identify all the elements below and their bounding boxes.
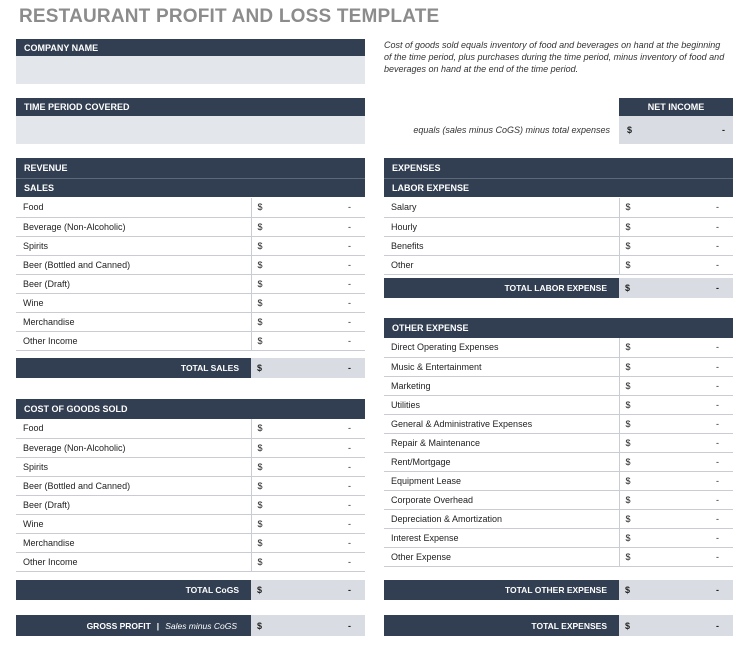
row-label: Beer (Draft) [16,495,251,514]
row-value-input[interactable]: - [639,357,733,376]
total-cogs-label: TOTAL CoGS [16,580,251,600]
row-value-input[interactable]: - [639,376,733,395]
table-row [16,514,365,533]
row-value-input[interactable]: - [271,476,365,495]
row-currency: $ [251,495,271,514]
total-cogs-currency: $ [257,585,263,595]
total-labor-value: - [716,283,719,293]
row-label: Marketing [384,376,619,395]
total-labor-label: TOTAL LABOR EXPENSE [384,278,619,298]
table-row [384,357,733,376]
table-row [384,255,733,274]
gross-profit-row [16,615,365,636]
table-row [16,236,365,255]
table-row [384,414,733,433]
table-row [16,533,365,552]
row-label: Depreciation & Amortization [384,509,619,528]
row-value-input[interactable]: - [639,452,733,471]
row-value-input[interactable]: - [639,490,733,509]
row-currency: $ [619,255,639,274]
row-value-input[interactable]: - [271,533,365,552]
other-expense-header: OTHER EXPENSE [384,318,733,338]
sales-header: SALES [16,178,365,197]
table-row [384,338,733,357]
total-other-value: - [716,585,719,595]
total-other-label: TOTAL OTHER EXPENSE [384,580,619,600]
row-value-input[interactable]: - [271,438,365,457]
row-value-input[interactable]: - [271,312,365,331]
row-value-input[interactable]: - [639,547,733,566]
table-row [384,509,733,528]
row-label: Direct Operating Expenses [384,338,619,357]
row-value-input[interactable]: - [271,514,365,533]
page-title: RESTAURANT PROFIT AND LOSS TEMPLATE [19,6,440,27]
row-value-input[interactable]: - [271,495,365,514]
labor-expense-table [384,198,733,275]
row-label: General & Administrative Expenses [384,414,619,433]
row-label: Food [16,419,251,438]
net-income-value: - [722,125,725,135]
total-labor-row [384,278,733,298]
row-currency: $ [251,236,271,255]
other-expense-table [384,338,733,567]
row-value-input[interactable]: - [271,457,365,476]
row-currency: $ [619,433,639,452]
row-label: Merchandise [16,312,251,331]
sales-table [16,198,365,351]
company-name-header: COMPANY NAME [16,39,365,56]
total-expenses-label: TOTAL EXPENSES [384,615,619,636]
table-row [16,331,365,350]
row-label: Beer (Bottled and Canned) [16,476,251,495]
row-label: Salary [384,198,619,217]
row-value-input[interactable]: - [271,419,365,438]
row-value-input[interactable]: - [639,528,733,547]
row-label: Beverage (Non-Alcoholic) [16,438,251,457]
row-value-input[interactable]: - [271,217,365,236]
row-currency: $ [251,476,271,495]
row-value-input[interactable]: - [271,274,365,293]
table-row [384,528,733,547]
row-currency: $ [251,331,271,350]
total-expenses-row [384,615,733,636]
row-value-input[interactable]: - [639,217,733,236]
row-value-input[interactable]: - [639,338,733,357]
row-label: Beer (Bottled and Canned) [16,255,251,274]
total-other-row [384,580,733,600]
table-row [384,217,733,236]
total-sales-label: TOTAL SALES [16,358,251,378]
total-cogs-row [16,580,365,600]
row-label: Hourly [384,217,619,236]
row-label: Repair & Maintenance [384,433,619,452]
net-income-currency: $ [627,125,633,135]
row-currency: $ [619,414,639,433]
table-row [16,419,365,438]
row-value-input[interactable]: - [639,198,733,217]
table-row [16,293,365,312]
row-currency: $ [251,293,271,312]
total-expenses-value: - [716,620,719,631]
row-value-input[interactable]: - [271,255,365,274]
row-currency: $ [619,357,639,376]
row-currency: $ [619,509,639,528]
row-currency: $ [619,471,639,490]
row-currency: $ [251,552,271,571]
row-currency: $ [251,255,271,274]
gross-profit-currency: $ [257,620,263,631]
table-row [384,376,733,395]
row-value-input[interactable]: - [639,414,733,433]
cogs-note: Cost of goods sold equals inventory of food and beverages on hand at the beginning of the time period, plus purchases during the time period, minus inventory of food and beverages on hand at the end of the time period. [384,40,725,74]
table-row [16,217,365,236]
table-row [16,274,365,293]
row-value-input[interactable]: - [639,236,733,255]
table-row [384,471,733,490]
expenses-header: EXPENSES [384,158,733,178]
table-row [16,438,365,457]
gross-profit-separator: | [156,620,160,631]
gross-profit-label: GROSS PROFIT [86,620,151,631]
row-currency: $ [251,274,271,293]
row-label: Interest Expense [384,528,619,547]
row-currency: $ [251,457,271,476]
table-row [384,395,733,414]
row-currency: $ [619,236,639,255]
row-label: Corporate Overhead [384,490,619,509]
row-currency: $ [619,217,639,236]
row-label: Other Expense [384,547,619,566]
row-value-input[interactable]: - [271,198,365,217]
row-label: Other Income [16,552,251,571]
row-value-input[interactable]: - [271,236,365,255]
row-currency: $ [251,312,271,331]
row-value-input[interactable]: - [271,293,365,312]
row-label: Beer (Draft) [16,274,251,293]
cogs-table [16,419,365,572]
company-name-field[interactable] [16,56,365,84]
row-label: Merchandise [16,533,251,552]
row-label: Food [16,198,251,217]
total-cogs-value: - [348,585,351,595]
row-currency: $ [619,490,639,509]
table-row [384,452,733,471]
net-income-note: equals (sales minus CoGS) minus total expenses [413,125,610,135]
gross-profit-value: - [348,620,351,631]
revenue-header: REVENUE [16,158,365,178]
table-row [16,255,365,274]
time-period-field[interactable] [16,116,365,144]
row-value-input[interactable]: - [639,395,733,414]
time-period-header: TIME PERIOD COVERED [16,98,365,116]
row-currency: $ [619,338,639,357]
table-row [384,236,733,255]
cogs-header: COST OF GOODS SOLD [16,399,365,419]
table-row [16,476,365,495]
row-currency: $ [251,533,271,552]
row-currency: $ [251,217,271,236]
table-row [16,495,365,514]
row-label: Other [384,255,619,274]
row-label: Wine [16,514,251,533]
total-sales-value: - [348,363,351,373]
table-row [384,433,733,452]
row-label: Wine [16,293,251,312]
table-row [384,490,733,509]
row-label: Spirits [16,236,251,255]
row-currency: $ [619,376,639,395]
row-label: Utilities [384,395,619,414]
row-currency: $ [619,528,639,547]
row-value-input[interactable]: - [271,331,365,350]
row-currency: $ [251,514,271,533]
row-currency: $ [251,198,271,217]
net-income-header: NET INCOME [619,98,733,116]
table-row [16,457,365,476]
row-currency: $ [619,547,639,566]
total-expenses-currency: $ [625,620,631,631]
row-value-input[interactable]: - [271,552,365,571]
row-currency: $ [619,198,639,217]
row-label: Music & Entertainment [384,357,619,376]
row-value-input[interactable]: - [639,509,733,528]
table-row [16,312,365,331]
row-label: Benefits [384,236,619,255]
row-label: Other Income [16,331,251,350]
row-value-input[interactable]: - [639,255,733,274]
total-sales-row [16,358,365,378]
row-currency: $ [619,452,639,471]
row-currency: $ [251,419,271,438]
row-label: Rent/Mortgage [384,452,619,471]
row-value-input[interactable]: - [639,471,733,490]
labor-expense-header: LABOR EXPENSE [384,178,733,197]
total-sales-currency: $ [257,363,263,373]
row-value-input[interactable]: - [639,433,733,452]
row-label: Spirits [16,457,251,476]
table-row [384,198,733,217]
gross-profit-note: Sales minus CoGS [165,620,237,631]
row-currency: $ [619,395,639,414]
row-currency: $ [251,438,271,457]
row-label: Equipment Lease [384,471,619,490]
table-row [384,547,733,566]
total-labor-currency: $ [625,283,631,293]
table-row [16,198,365,217]
table-row [16,552,365,571]
gross-profit-label-cell [16,615,251,636]
total-other-currency: $ [625,585,631,595]
row-label: Beverage (Non-Alcoholic) [16,217,251,236]
net-income-value-cell [619,116,733,144]
